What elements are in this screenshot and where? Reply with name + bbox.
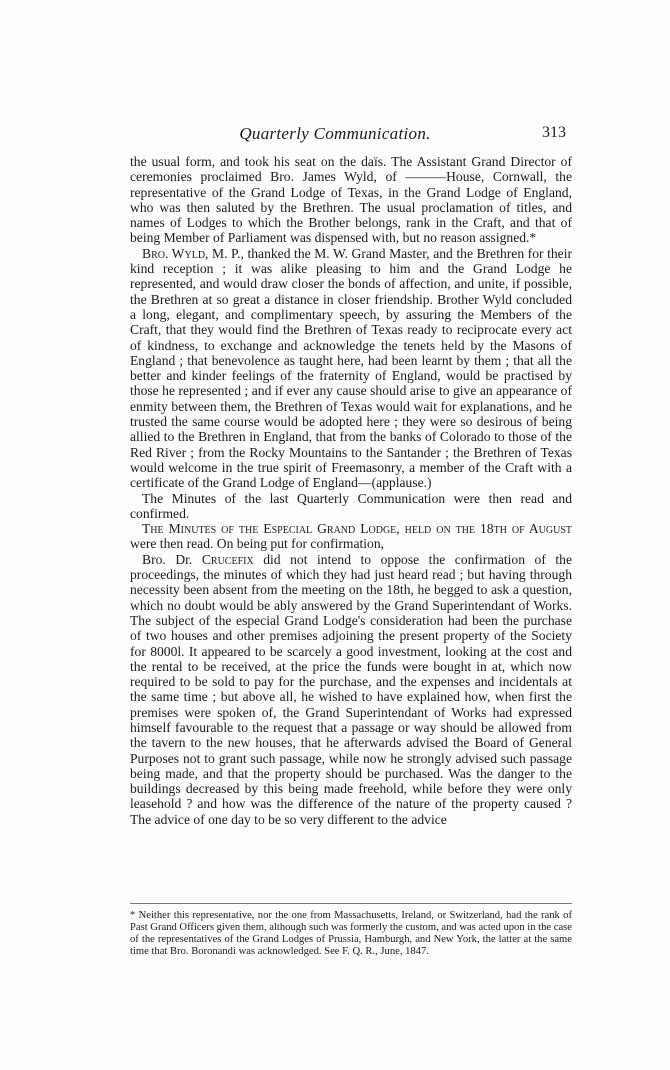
footnote-rule bbox=[130, 903, 572, 904]
section-lead: The Minutes of the Especial Grand Lodge, held on the 18th of August bbox=[142, 521, 572, 537]
paragraph-text: were then read. On being put for confirmation, bbox=[130, 536, 385, 552]
paragraph-crucefix bbox=[130, 552, 572, 827]
paragraph-minutes-confirmed: The Minutes of the last Quarterly Communication were then read and confirmed. bbox=[130, 490, 572, 521]
footnote: * Neither this representative, nor the one from Massachusetts, Ireland, or Switzerland, had the rank of Past Grand Officers given them, although such was formerly the custom, and was acted upon in the case of the representatives of the Grand Lodges of Prussia, Hamburgh, and New York, the latter at the same time that Bro. Boronandi was acknowledged. See F. Q. R., June, 1847. bbox=[130, 910, 572, 957]
speaker-name: Bro. Wyld, M. P., bbox=[142, 245, 244, 261]
speaker-name: Crucefix bbox=[201, 551, 254, 567]
paragraph-wyld-speech bbox=[130, 246, 572, 491]
paragraph-wyld-proclaimed: the usual form, and took his seat on the daïs. The Assistant Grand Director of ceremonies proclaimed Bro. James Wyld, of ———House, Cornwall, the representative of the Grand Lodge of Texas, in the Grand Lodge of England, who was then saluted by the Brethren. The usual proclamation of titles, and names of Lodges to which the Brother belongs, rank in the Craft, and that of being Member of Parliament was dispensed with, but no reason assigned.* bbox=[130, 154, 572, 246]
body-text bbox=[130, 154, 572, 827]
paragraph-especial-minutes bbox=[130, 521, 572, 552]
running-title: Quarterly Communication. bbox=[239, 124, 431, 143]
speaker-prefix: Bro. Dr. bbox=[142, 551, 202, 567]
page-header bbox=[0, 124, 670, 150]
paragraph-text: thanked the M. W. Grand Master, and the Brethren for their kind reception ; it was alike pleasing to him and the Grand Lodge he represented, and would draw closer the bonds of affection, and unite, if possible, the Brethren at so great a distance in closer friendship. Brother Wyld concluded a long, elegant, and complimentary speech, by assuring the Members of the Craft, that they would find the Brethren of Texas ready to reciprocate every act of kindness, to exchange and acknowledge the tenets held by the Masons of England ; that benevolence as taught here, had been learnt by them ; that all the better and kinder feelings of the fraternity of England, would be practised by those he represented ; and if ever any cause should arise to give an appearance of enmity between them, the Brethren of Texas would wait for explanations, and he trusted the same course would be adopted here ; they were so desirous of being allied to the Brethren in England, that from the banks of Colorado to those of the Red River ; from the Rocky Mountains to the Santander ; the Brethren of Texas would welcome in the true spirit of Freemasonry, a member of the Craft with a certificate of the Grand Lodge of England—(applause.) bbox=[130, 245, 572, 491]
paragraph-text: did not intend to oppose the confirmation of the proceedings, the minutes of which they had just heard read ; but having through necessity been absent from the meeting on the 18th, he begged to ask a question, which no doubt would be ably answered by the Grand Superintendant of Works. The subject of the especial Grand Lodge's consideration had been the purchase of two houses and other premises adjoining the present property of the Society for 8000l. It appeared to be scarcely a good investment, looking at the cost and the rental to be received, at the price the funds were bought in at, which now required to be sold to pay for the purchase, and the expenses and incidentals at the same time ; but above all, he wished to have explained how, when first the premises were spoken of, the Grand Superintendant of Works had expressed himself favourable to the request that a passage or way should be allowed from the tavern to the new houses, that he afterwards advised the Board of General Purposes not to grant such passage, while now he strongly advised such passage being made, and that the property should be purchased. Was the danger to the buildings decreased by this being made freehold, while before they were only leasehold ? and how was the difference of the nature of the property caused ? The advice of one day to be so very different to the advice bbox=[130, 551, 573, 827]
page-number: 313 bbox=[542, 124, 566, 141]
